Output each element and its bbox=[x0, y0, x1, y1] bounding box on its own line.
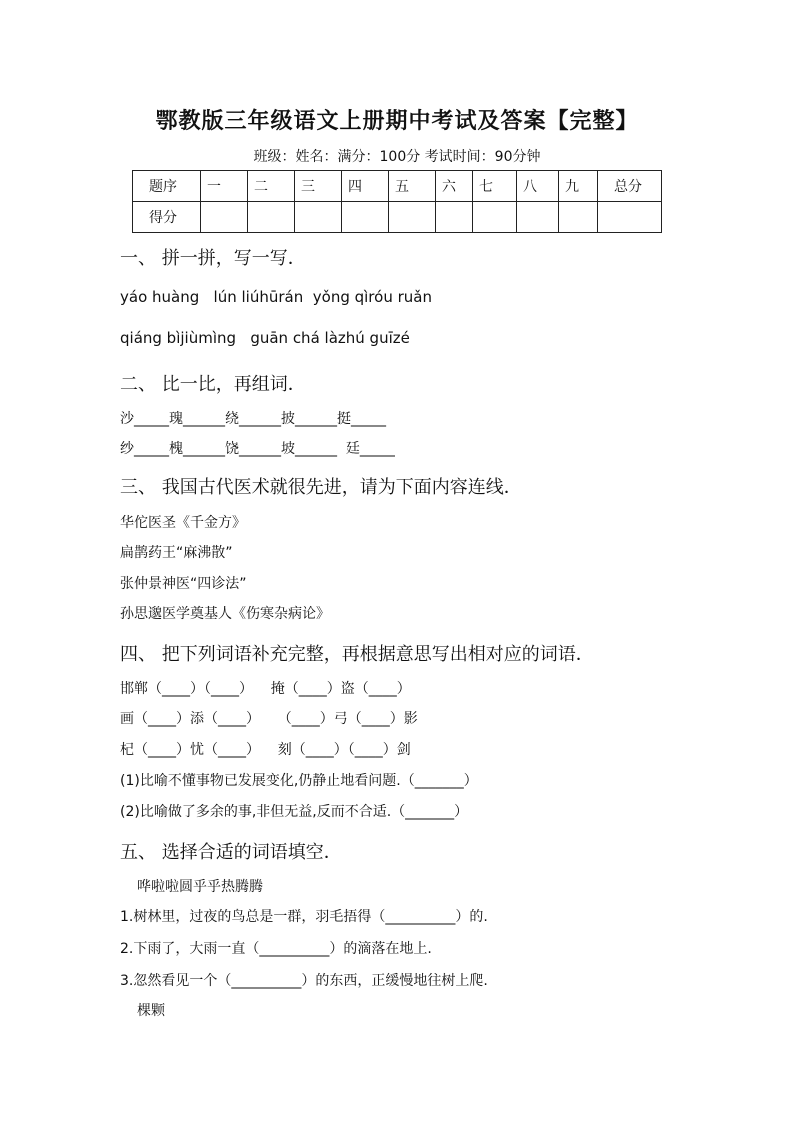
section-heading-1: 一、 拼一拼，写一写． bbox=[120, 248, 306, 269]
score-header-cell: 八 bbox=[517, 171, 559, 202]
score-cell[interactable] bbox=[436, 202, 473, 233]
score-table bbox=[132, 170, 662, 233]
score-cell[interactable] bbox=[389, 202, 436, 233]
word-bank: 棵颗 bbox=[137, 1003, 165, 1019]
section-heading-3: 三、 我国古代医术就很先进，请为下面内容连线． bbox=[120, 477, 522, 498]
score-cell[interactable] bbox=[598, 202, 662, 233]
meaning-line: (2)比喻做了多余的事,非但无益,反而不合适.（_______） bbox=[120, 804, 469, 820]
score-cell[interactable] bbox=[559, 202, 598, 233]
match-item: 孙思邈医学奠基人《伤寒杂病论》 bbox=[120, 606, 330, 622]
fill-blank-sentence: 3.忽然看见一个（__________）的东西，正缓慢地往树上爬. bbox=[120, 973, 488, 989]
score-cell[interactable] bbox=[473, 202, 517, 233]
match-item: 扁鹊药王“麻沸散” bbox=[120, 545, 233, 561]
score-header-cell: 题序 bbox=[133, 171, 201, 202]
score-cell[interactable] bbox=[342, 202, 389, 233]
score-header-cell: 一 bbox=[201, 171, 248, 202]
section-heading-4: 四、 把下列词语补充完整，再根据意思写出相对应的词语． bbox=[120, 644, 594, 665]
score-cell[interactable] bbox=[248, 202, 295, 233]
fill-blank-sentence: 1.树林里，过夜的鸟总是一群，羽毛捂得（__________）的. bbox=[120, 909, 488, 925]
score-header-cell: 总分 bbox=[598, 171, 662, 202]
meaning-line: (1)比喻不懂事物已发展变化,仍静止地看问题.（_______） bbox=[120, 773, 478, 789]
score-header-cell: 七 bbox=[473, 171, 517, 202]
score-header-cell: 六 bbox=[436, 171, 473, 202]
idiom-line: 画（____）添（____） （____）弓（____）影 bbox=[120, 711, 418, 727]
score-header-cell: 二 bbox=[248, 171, 295, 202]
match-item: 张仲景神医“四诊法” bbox=[120, 576, 247, 592]
word-bank: 哗啦啦圆乎乎热腾腾 bbox=[137, 879, 263, 895]
score-header-cell: 四 bbox=[342, 171, 389, 202]
pinyin-line: qiáng bìjiùmìng guān chá làzhú guīzé bbox=[120, 329, 410, 347]
word-compare-line: 纱_____槐______饶______坡______ 廷_____ bbox=[120, 441, 395, 457]
score-input-row bbox=[133, 202, 662, 233]
score-header-row bbox=[133, 171, 662, 202]
idiom-line: 杞（____）忧（____） 刻（____）（____）剑 bbox=[120, 742, 411, 758]
pinyin-line: yáo huàng lún liúhūrán yǒng qìróu ruǎn bbox=[120, 288, 432, 306]
score-cell[interactable] bbox=[517, 202, 559, 233]
score-header-cell: 三 bbox=[295, 171, 342, 202]
fill-blank-sentence: 2.下雨了，大雨一直（__________）的滴落在地上. bbox=[120, 941, 432, 957]
exam-info: 班级：姓名：满分：100分 考试时间：90分钟 bbox=[253, 149, 541, 165]
section-heading-5: 五、 选择合适的词语填空． bbox=[120, 842, 342, 863]
score-cell[interactable] bbox=[295, 202, 342, 233]
idiom-line: 邯郸（____）（____） 掩（____）盗（____） bbox=[120, 681, 411, 697]
score-cell[interactable] bbox=[201, 202, 248, 233]
word-compare-line: 沙_____瑰______绕______披______挺_____ bbox=[120, 411, 386, 427]
page-title: 鄂教版三年级语文上册期中考试及答案【完整】 bbox=[155, 108, 639, 134]
section-heading-2: 二、 比一比，再组词． bbox=[120, 374, 306, 395]
score-header-cell: 五 bbox=[389, 171, 436, 202]
score-header-cell: 九 bbox=[559, 171, 598, 202]
match-item: 华佗医圣《千金方》 bbox=[120, 515, 246, 531]
score-row-label: 得分 bbox=[133, 202, 201, 233]
